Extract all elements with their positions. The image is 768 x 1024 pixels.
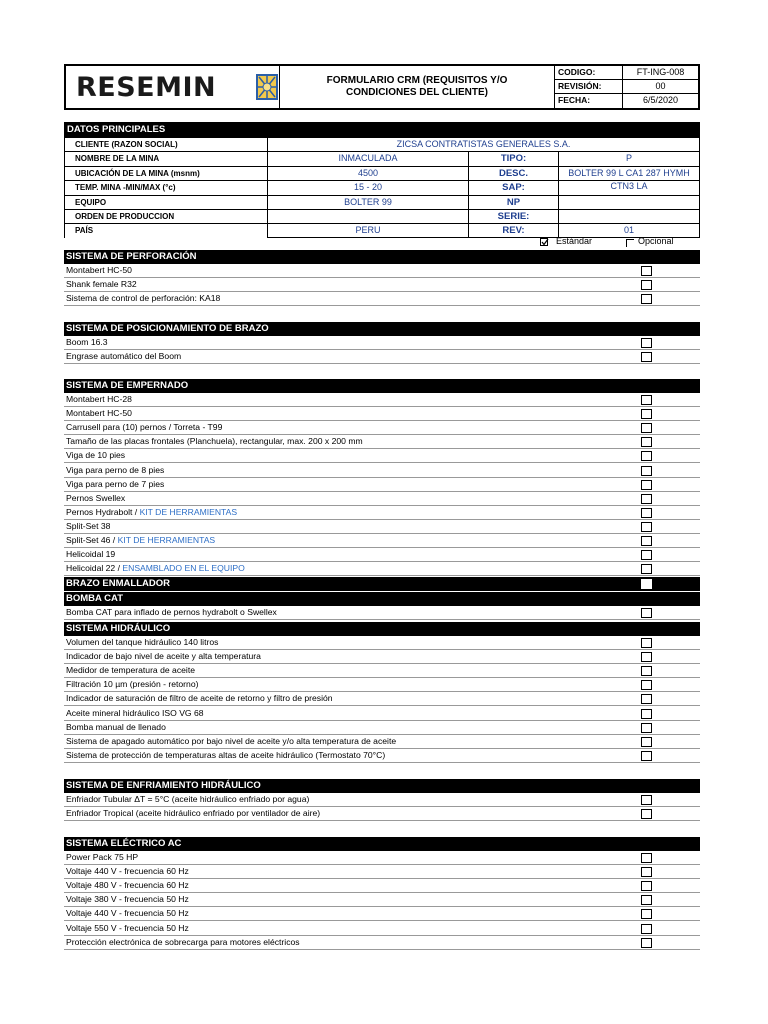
item-checkbox[interactable]	[641, 480, 652, 490]
item-label: Engrase automático del Boom	[66, 351, 182, 362]
item-label: Split-Set 38	[66, 520, 111, 531]
section-title: BRAZO ENMALLADOR	[66, 578, 170, 589]
item-label: Tamaño de las placas frontales (Planchuela), rectangular, max. 200 x 200 mm	[66, 436, 363, 447]
checklist-item	[64, 893, 700, 907]
item-checkbox[interactable]	[641, 638, 652, 648]
item-checkbox[interactable]	[641, 266, 652, 276]
item-label: Voltaje 550 V - frecuencia 50 Hz	[66, 922, 189, 933]
checklist-item	[64, 879, 700, 893]
section-header	[64, 250, 700, 264]
datos-value-field[interactable]: PERU	[355, 225, 381, 236]
item-checkbox[interactable]	[641, 795, 652, 805]
checklist-item	[64, 421, 700, 435]
item-checkbox[interactable]	[641, 522, 652, 532]
datos-label: NOMBRE DE LA MINA	[65, 152, 268, 165]
datos-value-field[interactable]: INMACULADA	[338, 153, 398, 164]
section-checkbox[interactable]	[641, 579, 652, 589]
logo-emblem-icon	[256, 74, 278, 100]
checklist-item	[64, 907, 700, 921]
section-header	[64, 379, 700, 393]
item-label: Enfriador Tropical (aceite hidráulico enfriado por ventilador de aire)	[66, 808, 321, 819]
checklist-item	[64, 793, 700, 807]
checklist-item	[64, 707, 700, 721]
item-checkbox[interactable]	[641, 809, 652, 819]
item-checkbox[interactable]	[641, 895, 652, 905]
checklist-item	[64, 692, 700, 706]
section-header	[64, 577, 700, 591]
item-checkbox[interactable]	[641, 294, 652, 304]
item-label: Voltaje 440 V - frecuencia 50 Hz	[66, 908, 189, 919]
item-label: Bomba CAT para inflado de pernos hydrabolt o Swellex	[66, 607, 277, 617]
meta-value: 00	[623, 80, 698, 94]
checklist-item	[64, 678, 700, 692]
checklist-item	[64, 548, 700, 562]
item-checkbox[interactable]	[641, 723, 652, 733]
legend-optional-label: Opcional	[638, 236, 674, 246]
datos-row	[65, 151, 699, 165]
checklist-item	[64, 435, 700, 449]
meta-key: CODIGO:	[555, 66, 623, 80]
datos-label-secondary: NP	[468, 196, 559, 209]
item-checkbox[interactable]	[641, 853, 652, 863]
datos-label-secondary: TIPO:	[468, 152, 559, 165]
item-checkbox[interactable]	[641, 423, 652, 433]
item-checkbox[interactable]	[641, 694, 652, 704]
company-logo: RESEMIN	[76, 72, 217, 103]
checklist-item	[64, 562, 700, 576]
item-label: Viga para perno de 7 pies	[66, 478, 165, 489]
form-header	[64, 64, 700, 110]
item-label: Voltaje 380 V - frecuencia 50 Hz	[66, 894, 189, 905]
section-title: SISTEMA DE EMPERNADO	[66, 380, 189, 391]
item-checkbox[interactable]	[641, 666, 652, 676]
datos-label-secondary: DESC.	[468, 167, 559, 180]
checklist-item	[64, 721, 700, 735]
checklist-item	[64, 851, 700, 865]
datos-label-secondary: SERIE:	[468, 210, 559, 223]
datos-row	[65, 195, 699, 209]
item-label: Protección electrónica de sobrecarga para motores eléctricos	[66, 936, 300, 947]
item-label: Enfriador Tubular ΔT = 5°C (aceite hidráulico enfriado por agua)	[66, 794, 310, 804]
item-label: Viga para perno de 8 pies	[66, 464, 165, 475]
checklist-item	[64, 478, 700, 492]
datos-row	[65, 137, 699, 151]
checklist-item	[64, 520, 700, 534]
section-title: SISTEMA DE ENFRIAMIENTO HIDRÁULICO	[66, 780, 261, 791]
item-label: Shank female R32	[66, 279, 137, 290]
item-label: Montabert HC-28	[66, 394, 132, 404]
checklist-item	[64, 492, 700, 506]
item-label: Power Pack 75 HP	[66, 852, 139, 862]
item-note: ENSAMBLADO EN EL EQUIPO	[122, 563, 245, 574]
section-header	[64, 592, 700, 606]
item-checkbox[interactable]	[641, 437, 652, 447]
item-checkbox[interactable]	[641, 938, 652, 948]
item-label: Sistema de protección de temperaturas altas de aceite hidráulico (Termostato 70°C)	[66, 749, 386, 760]
item-checkbox[interactable]	[641, 867, 652, 877]
datos-value-secondary-field[interactable]: P	[625, 153, 632, 164]
item-checkbox[interactable]	[641, 737, 652, 747]
item-label: Montabert HC-50	[66, 265, 132, 275]
item-checkbox[interactable]	[641, 338, 652, 348]
checklist-item	[64, 336, 700, 350]
checklist-item	[64, 936, 700, 950]
logo-cell	[66, 66, 280, 108]
item-label: Pernos Hydrabolt /	[66, 506, 140, 517]
item-checkbox[interactable]	[641, 466, 652, 476]
datos-row	[65, 180, 699, 194]
item-checkbox[interactable]	[641, 280, 652, 290]
datos-value-field[interactable]: 15 - 20	[353, 182, 383, 193]
checklist-item	[64, 350, 700, 364]
section-title: BOMBA CAT	[66, 593, 123, 604]
section-header	[64, 322, 700, 336]
item-label: Indicador de saturación de filtro de aceite de retorno y filtro de presión	[66, 693, 333, 704]
checklist-item	[64, 606, 700, 620]
datos-value-secondary-field[interactable]	[559, 196, 699, 209]
item-label: Indicador de bajo nivel de aceite y alta temperatura	[66, 651, 261, 662]
section-title: SISTEMA HIDRÁULICO	[66, 623, 171, 634]
item-checkbox[interactable]	[641, 536, 652, 546]
checklist-item	[64, 650, 700, 664]
item-label: Aceite mineral hidráulico ISO VG 68	[66, 707, 204, 718]
section-header	[64, 622, 700, 636]
checklist-item	[64, 506, 700, 520]
item-checkbox[interactable]	[641, 751, 652, 761]
form-title: FORMULARIO CRM (REQUISITOS Y/O CONDICIONES DEL CLIENTE)	[280, 66, 555, 108]
checklist-item	[64, 264, 700, 278]
datos-value-secondary-field[interactable]: 01	[623, 225, 634, 236]
datos-value-field[interactable]: ZICSA CONTRATISTAS GENERALES S.A.	[396, 139, 571, 149]
checklist-item	[64, 407, 700, 421]
checklist-item	[64, 807, 700, 821]
datos-principales-band: DATOS PRINCIPALES	[65, 123, 699, 137]
datos-value-field[interactable]: 4500	[357, 167, 379, 178]
item-note: KIT DE HERRAMIENTAS	[139, 506, 238, 517]
item-label: Split-Set 46 /	[66, 535, 118, 545]
item-checkbox[interactable]	[641, 451, 652, 461]
item-label: Volumen del tanque hidráulico 140 litros	[66, 637, 219, 647]
datos-value-secondary-field[interactable]	[559, 181, 699, 194]
item-checkbox[interactable]	[641, 924, 652, 934]
meta-value: FT-ING-008	[623, 66, 698, 80]
legend-optional-checkbox[interactable]	[626, 239, 634, 247]
datos-label-secondary: SAP:	[468, 181, 559, 194]
checklist-item	[64, 922, 700, 936]
section-header	[64, 837, 700, 851]
checklist-item	[64, 393, 700, 407]
item-label: Filtración 10 µm (presión - retorno)	[66, 679, 199, 690]
item-checkbox[interactable]	[641, 508, 652, 518]
item-checkbox[interactable]	[641, 881, 652, 891]
checklist-item	[64, 636, 700, 650]
item-label: Pernos Swellex	[66, 492, 126, 503]
item-checkbox[interactable]	[641, 680, 652, 690]
legend	[540, 236, 700, 248]
meta-key: REVISIÓN:	[555, 80, 623, 94]
datos-label: CLIENTE (RAZON SOCIAL)	[65, 138, 268, 151]
item-checkbox[interactable]	[641, 352, 652, 362]
item-label: Viga de 10 pies	[66, 450, 126, 461]
checklist-item	[64, 664, 700, 678]
section-title: SISTEMA DE POSICIONAMIENTO DE BRAZO	[66, 323, 269, 334]
datos-label: UBICACIÓN DE LA MINA (msnm)	[65, 167, 268, 180]
item-checkbox[interactable]	[641, 395, 652, 405]
datos-value-secondary-field[interactable]: BOLTER 99 L CA1 287 HYMH CTN3 LA	[568, 167, 690, 191]
item-checkbox[interactable]	[641, 909, 652, 919]
item-checkbox[interactable]	[641, 652, 652, 662]
datos-label: EQUIPO	[65, 196, 268, 209]
checklist-item	[64, 735, 700, 749]
item-checkbox[interactable]	[641, 550, 652, 560]
section-title: SISTEMA DE PERFORACIÓN	[66, 251, 197, 262]
checklist-item	[64, 464, 700, 478]
item-label: Helicoidal 19	[66, 549, 116, 560]
checklist-item	[64, 749, 700, 763]
datos-label: PAÍS	[65, 224, 268, 237]
meta-row-codigo	[555, 66, 698, 80]
item-label: Sistema de apagado automático por bajo nivel de aceite y/o alta temperatura de aceite	[66, 735, 397, 746]
meta-key: FECHA:	[555, 94, 623, 108]
datos-value-field[interactable]: BOLTER 99	[344, 196, 392, 207]
meta-row-revision	[555, 80, 698, 94]
item-label: Carrusell para (10) pernos / Torreta - T99	[66, 422, 223, 433]
item-label: Boom 16.3	[66, 337, 108, 347]
item-label: Helicoidal 22 /	[66, 563, 123, 574]
checkmark-icon	[541, 238, 549, 246]
datos-principales-table	[64, 122, 700, 238]
item-checkbox[interactable]	[641, 494, 652, 504]
checklist-item	[64, 292, 700, 306]
item-checkbox[interactable]	[641, 564, 652, 574]
item-label: Bomba manual de llenado	[66, 721, 166, 732]
item-label: Medidor de temperatura de aceite	[66, 665, 195, 676]
checklist-item	[64, 534, 700, 548]
checklist-item	[64, 278, 700, 292]
datos-label: ORDEN DE PRODUCCION	[65, 210, 268, 223]
datos-value-field[interactable]	[268, 210, 468, 223]
meta-row-fecha	[555, 94, 698, 108]
checklist-item	[64, 449, 700, 463]
item-label: Sistema de control de perforación: KA18	[66, 293, 221, 304]
meta-value: 6/5/2020	[642, 95, 679, 105]
checklist-item	[64, 865, 700, 879]
item-label: Voltaje 480 V - frecuencia 60 Hz	[66, 880, 189, 891]
item-checkbox[interactable]	[641, 608, 652, 618]
datos-label-secondary: REV:	[468, 224, 559, 237]
datos-label: TEMP. MINA -MIN/MAX (°c)	[65, 181, 268, 194]
item-checkbox[interactable]	[641, 709, 652, 719]
legend-standard-label: Estándar	[556, 236, 593, 246]
section-header	[64, 779, 700, 793]
item-label: Montabert HC-50	[66, 408, 132, 419]
section-title: SISTEMA ELÉCTRICO AC	[66, 838, 182, 849]
item-checkbox[interactable]	[641, 409, 652, 419]
item-note: KIT DE HERRAMIENTAS	[117, 535, 216, 545]
item-label: Voltaje 440 V - frecuencia 60 Hz	[66, 866, 189, 877]
datos-row	[65, 209, 699, 223]
datos-value-secondary-field[interactable]	[559, 210, 699, 223]
